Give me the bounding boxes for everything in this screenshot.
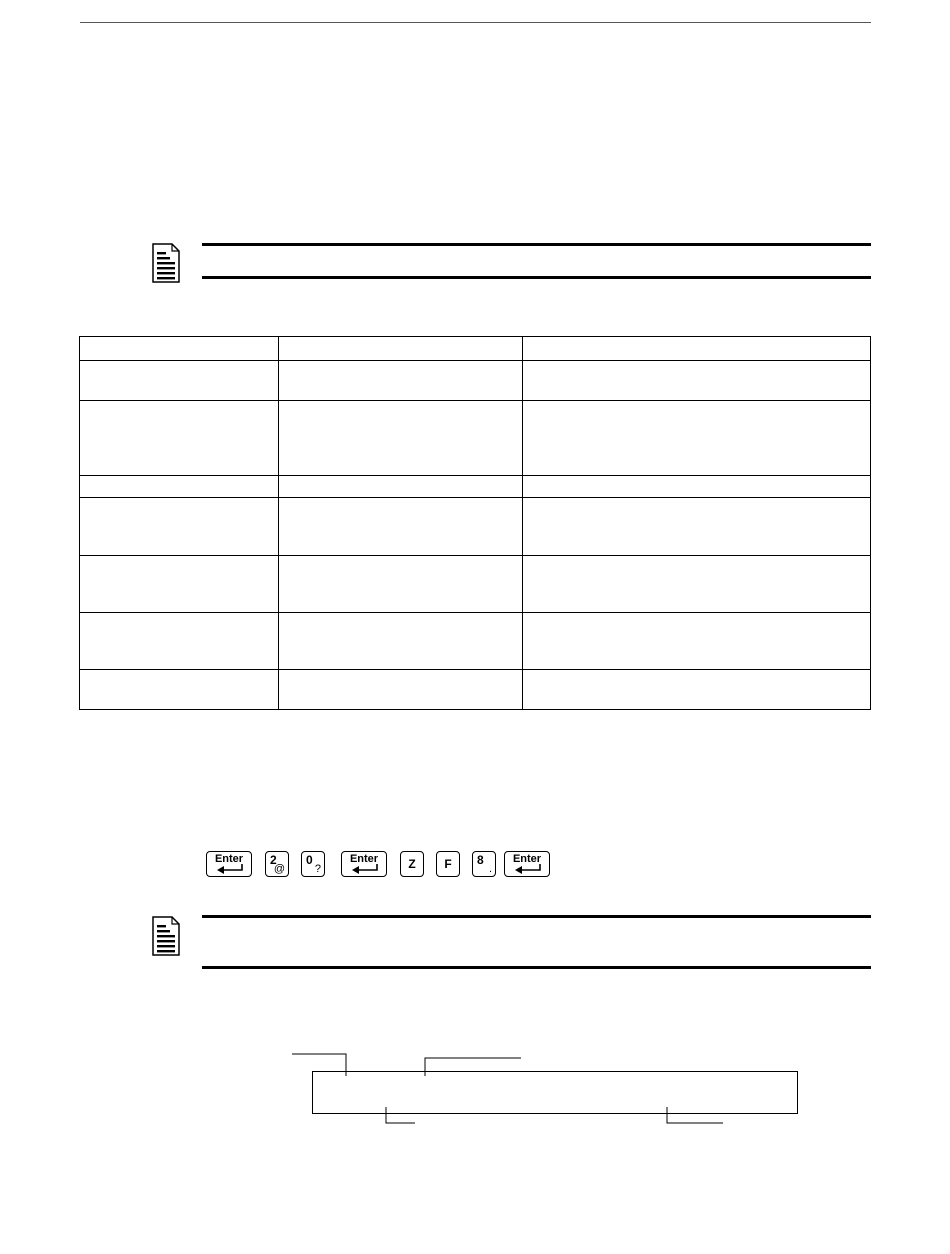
table-cell bbox=[523, 337, 871, 361]
enter-arrow-icon bbox=[216, 864, 244, 874]
key-label: 0 bbox=[306, 853, 313, 867]
key-label: 8 bbox=[477, 853, 484, 867]
table-cell bbox=[523, 401, 871, 476]
data-table bbox=[79, 336, 871, 710]
callout-line bbox=[386, 1107, 415, 1123]
table-cell bbox=[80, 498, 279, 556]
table-cell bbox=[279, 401, 523, 476]
table-cell bbox=[80, 337, 279, 361]
note-top-rule bbox=[202, 915, 871, 918]
note-top-rule bbox=[202, 243, 871, 246]
key-f bbox=[436, 851, 460, 877]
display-callouts bbox=[280, 1045, 740, 1135]
key-sublabel: . bbox=[488, 863, 492, 875]
table-cell bbox=[279, 498, 523, 556]
table-cell bbox=[523, 498, 871, 556]
table-cell bbox=[523, 556, 871, 613]
note-bottom-rule bbox=[202, 966, 871, 969]
key-sublabel: ? bbox=[314, 863, 321, 875]
page-header-rule bbox=[80, 22, 871, 23]
key-label: 2 bbox=[270, 853, 277, 867]
key-sublabel: @ bbox=[273, 863, 285, 875]
table-row bbox=[80, 361, 871, 401]
table-cell bbox=[80, 361, 279, 401]
callout-line bbox=[292, 1054, 346, 1076]
note-icon bbox=[152, 916, 180, 961]
table-cell bbox=[279, 556, 523, 613]
enter-key bbox=[341, 851, 387, 877]
table-row bbox=[80, 556, 871, 613]
enter-key bbox=[206, 851, 252, 877]
table-cell bbox=[279, 613, 523, 670]
table-cell bbox=[279, 476, 523, 498]
table-cell bbox=[523, 476, 871, 498]
enter-arrow-icon bbox=[351, 864, 379, 874]
key-label: Enter bbox=[349, 853, 379, 865]
key-sequence bbox=[206, 851, 550, 881]
table-cell bbox=[279, 361, 523, 401]
table-cell bbox=[279, 337, 523, 361]
table-cell bbox=[80, 476, 279, 498]
callout-line bbox=[667, 1107, 723, 1123]
table-header-row bbox=[80, 337, 871, 361]
note-icon bbox=[152, 243, 180, 288]
key-0 bbox=[301, 851, 325, 877]
callout-line bbox=[425, 1058, 521, 1076]
table-row bbox=[80, 476, 871, 498]
enter-arrow-icon bbox=[514, 864, 542, 874]
key-label: Z bbox=[408, 857, 416, 871]
note-bottom-rule bbox=[202, 276, 871, 279]
key-2 bbox=[265, 851, 289, 877]
table-cell bbox=[80, 556, 279, 613]
table-row bbox=[80, 498, 871, 556]
table-cell bbox=[80, 670, 279, 710]
table-cell bbox=[80, 401, 279, 476]
key-label: F bbox=[444, 857, 452, 871]
key-label: Enter bbox=[214, 853, 244, 865]
table-cell bbox=[80, 613, 279, 670]
key-z bbox=[400, 851, 424, 877]
table-cell bbox=[523, 670, 871, 710]
table-cell bbox=[523, 361, 871, 401]
table-cell bbox=[523, 613, 871, 670]
table-row bbox=[80, 670, 871, 710]
key-8 bbox=[472, 851, 496, 877]
table-row bbox=[80, 613, 871, 670]
enter-key bbox=[504, 851, 550, 877]
table-cell bbox=[279, 670, 523, 710]
table-row bbox=[80, 401, 871, 476]
key-label: Enter bbox=[512, 853, 542, 865]
